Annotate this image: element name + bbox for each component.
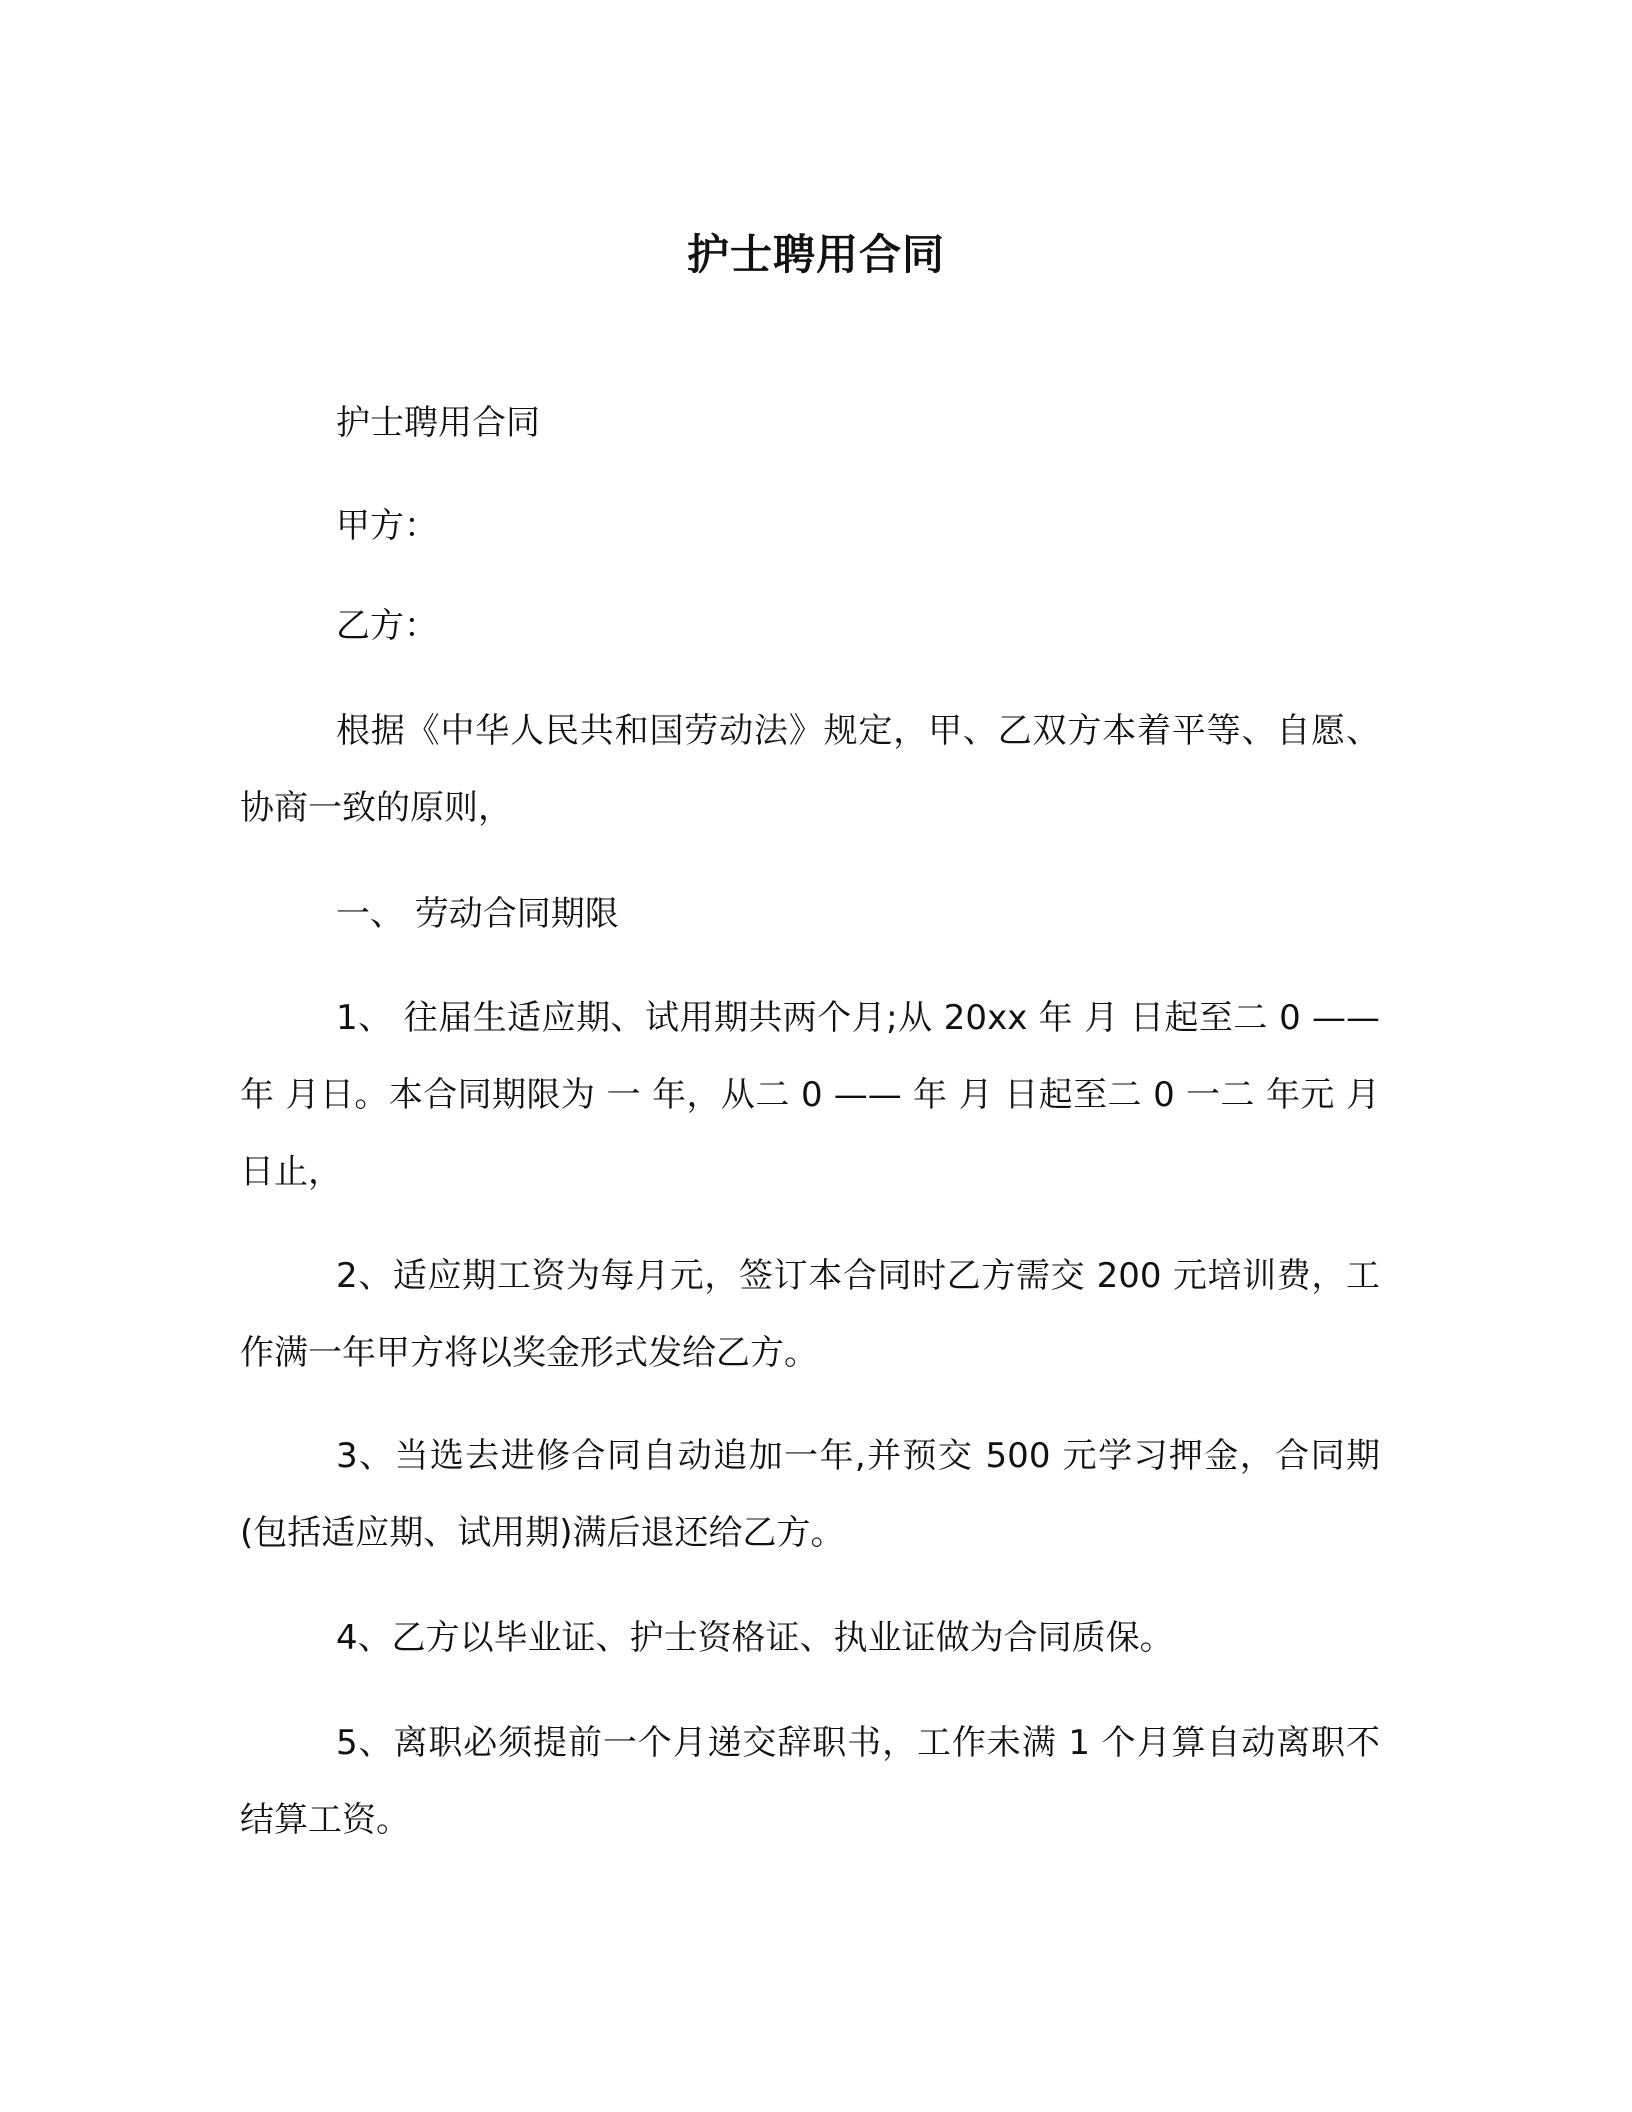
legal-basis-paragraph: 根据《中华人民共和国劳动法》规定，甲、乙双方本着平等、自愿、协商一致的原则， [240, 711, 1380, 828]
party-b-label: 乙方： [336, 606, 438, 646]
clause-1: 1、 往届生适应期、试用期共两个月;从 20xx 年 月 日起至二 0 —— 年 月日。本合同期限为 一 年，从二 0 —— 年 月 日起至二 0 一二 年元 月 日止， [240, 998, 1380, 1192]
clause-2: 2、适应期工资为每月元，签订本合同时乙方需交 200 元培训费，工作满一年甲方将以奖金形式发给乙方。 [240, 1256, 1380, 1373]
contract-heading: 护士聘用合同 [336, 403, 540, 443]
clause-3: 3、当选去进修合同自动追加一年,并预交 500 元学习押金，合同期(包括适应期、试用期)满后退还给乙方。 [240, 1436, 1380, 1553]
clause-5: 5、离职必须提前一个月递交辞职书，工作未满 1 个月算自动离职不结算工资。 [240, 1723, 1380, 1840]
party-a-label: 甲方： [336, 506, 438, 546]
document-title: 护士聘用合同 [686, 230, 945, 279]
section-1-heading: 一、 劳动合同期限 [336, 894, 619, 934]
clause-4: 4、乙方以毕业证、护士资格证、执业证做为合同质保。 [336, 1618, 1174, 1658]
